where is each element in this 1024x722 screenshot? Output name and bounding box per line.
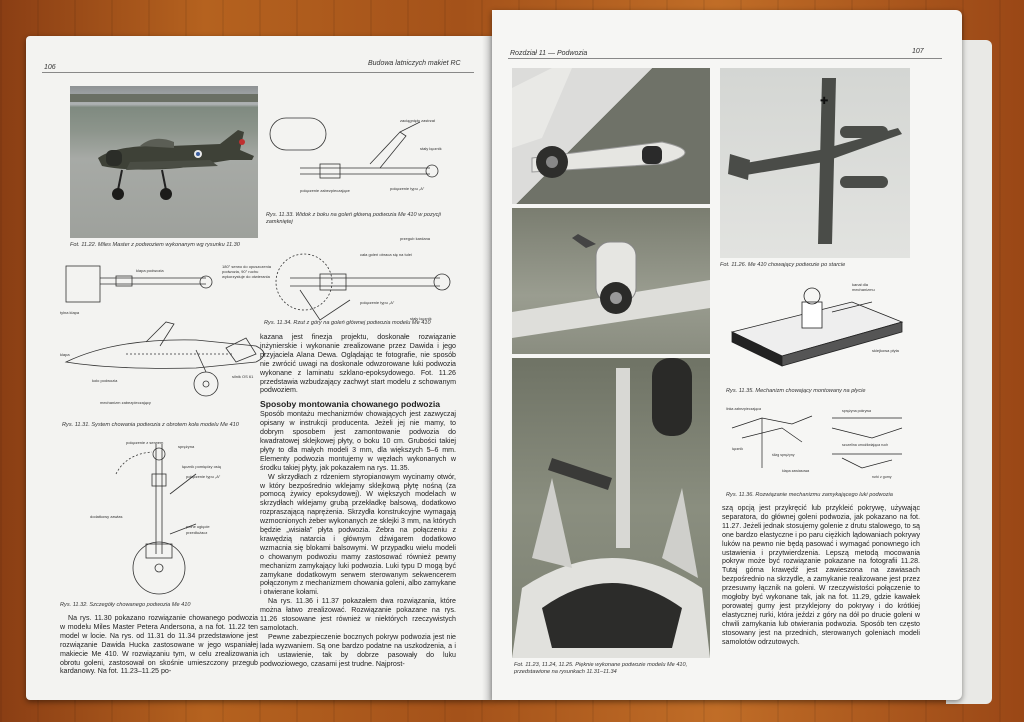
miles-master-photo bbox=[70, 86, 258, 238]
svg-text:połączenie zabezpieczające: połączenie zabezpieczające bbox=[300, 188, 350, 193]
svg-text:cała goleń obraca się na tulei: cała goleń obraca się na tulei bbox=[360, 252, 412, 257]
svg-text:180° serwo do opuszczenia: 180° serwo do opuszczenia bbox=[222, 264, 271, 269]
svg-text:rurki z gumy: rurki z gumy bbox=[872, 475, 892, 479]
svg-text:silnik OS 61: silnik OS 61 bbox=[232, 374, 254, 379]
retract-system-diagram-11-31 bbox=[56, 258, 276, 418]
svg-text:łącznik: łącznik bbox=[732, 447, 743, 451]
svg-text:linka zabezpieczająca: linka zabezpieczająca bbox=[726, 407, 761, 411]
caption-fig-11-35: Rys. 11.35. Mechanizm chowający montowany na płycie bbox=[726, 388, 866, 394]
caption-fig-11-22: Fot. 11.22. Miles Master z podwoziem wykonanym wg rysunku 11.30 bbox=[70, 242, 240, 248]
svg-text:ślizg sprężyny: ślizg sprężyny bbox=[772, 453, 795, 457]
svg-text:✚: ✚ bbox=[820, 96, 829, 107]
paragraph: Pewne zabezpieczenie bocznych pokryw podwozia jest nie lada wyzwaniem. Są one bardzo podatne na uszkodzenia, a i ich ustawienie, tak by dobrze pasowały do luku podwoziowego, czasami jest trudne. Najprost- bbox=[260, 632, 456, 668]
left-running-header: Budowa latniczych makiet RC bbox=[368, 60, 461, 67]
caption-fig-11-34: Rys. 11.34. Rzut z góry na goleń głównej podwozia modelu Me 410 bbox=[264, 320, 431, 326]
svg-text:koło podwozia: koło podwozia bbox=[92, 378, 118, 383]
svg-text:połączenie typu „A”: połączenie typu „A” bbox=[390, 186, 425, 191]
paragraph: W skrzydłach z rdzeniem styropianowym wycinamy otwór, w który bezpośrednio wklejamy sklejkową płytę nośną (za pomocą żywicy epoksydowej). W większych modelach w skrzydłach wklejamy grubą przekładkę balsową, dodatkowo rozpraszającą naprężenia. Skrzydła konstrukcyjne wymagają wzmocnionych żeber wykonanych ze sklejki 3 mm, na których będzie „wisiała” płyta podwozia. Żebra na połączeniu z krawędzią natarcia i głównym dźwigarem dodatkowo wzmacnia się blokami balsowymi. W przypadku wielu modeli o chowanym podwoziu mamy zastosować również pewny mechanizm zamykający luki podwozia. Luki typu D mogą być zamykane dodatkowym serwem sterowanym sekwencerem połączonym z mechanizmem chowania goleni, albo zamykane i otwierane kołami. bbox=[260, 472, 456, 597]
svg-text:pełne ugięcie: pełne ugięcie bbox=[186, 524, 210, 529]
right-column-body bbox=[260, 333, 456, 669]
right-page-number: 107 bbox=[912, 48, 924, 55]
svg-text:przedłużacz: przedłużacz bbox=[186, 530, 208, 535]
svg-text:szczelina umożliwiająca ruch: szczelina umożliwiająca ruch bbox=[842, 443, 889, 447]
svg-text:stały łącznik: stały łącznik bbox=[410, 316, 432, 321]
svg-text:kanał dla: kanał dla bbox=[852, 282, 869, 287]
miles-master-plane-image bbox=[70, 86, 258, 238]
svg-text:przegub kardana: przegub kardana bbox=[400, 236, 431, 241]
svg-text:sklejkowa płyta: sklejkowa płyta bbox=[872, 348, 899, 353]
caption-fig-11-33: Rys. 11.33. Widok z boku na goleń główną podwozia Me 410 w pozycji zamkniętej bbox=[266, 212, 441, 225]
svg-text:klapa: klapa bbox=[60, 352, 70, 357]
me410-takeoff-photo bbox=[720, 68, 910, 258]
gear-bay-image bbox=[512, 358, 710, 658]
paragraph: szą opcją jest przykręcić lub przykleić pokrywę, używając separatora, do głównej goleni podwozia, jak pokazano na fot. 11.27. Jeżeli jednak stosujemy golenie z drutu stalowego, to są one bardzo elastyczne i po paru ciężkich lądowaniach pokrywy luków na pewno nie będą pasować i wymagać ponownego ich ustawienia i przytwierdzenia. Lepszą metodą mocowania pokryw może być rozwiązanie pokazane na fotografii 11.28. Tutaj górna krawędź jest zawieszona na zawiasach bezpośrednio na skrzydle, a zamykanie realizowane jest przez przesuwny łącznik na goleni. W rzeczywistości połączenie to mogłoby być wykonane tak, jak na fot. 11.29, gdzie kawałek porowatej gumy jest przyklejony do pokrywy i do krótkiej elastycznej rurki, która jeździ z góry na dół po drucie goleni w chwili zamykania lub otwierania podwozia. Sposób ten często stosowany jest na przednich, sterowanych goleniach modeli samolotów odrzutowych. bbox=[722, 504, 920, 646]
paragraph: Sposób montażu mechanizmów chowających jest zazwyczaj opisany w instrukcji producenta. Jeżeli jej nie mamy, to dobrym sposobem jest zamontowanie podwozia do kwadratowej sklejkowej płyty, o boku 10 cm. Grubości takiej płyty to dla małych modeli 3 mm, dla większych 5–6 mm. Elementy podwozia montujemy w węzłach wykonanych w środku takiej płyty, jak pokazałem na rys. 11.35. bbox=[260, 410, 456, 472]
me410-main-gear-photo bbox=[512, 358, 710, 658]
svg-text:połączenie typu „A”: połączenie typu „A” bbox=[186, 474, 221, 479]
svg-text:podwozia, 90° ruchu: podwozia, 90° ruchu bbox=[222, 269, 259, 274]
gear-front-image bbox=[512, 208, 710, 354]
svg-text:mechanizm zabezpieczający: mechanizm zabezpieczający bbox=[100, 400, 151, 405]
svg-text:wykorzystuje do otwierania: wykorzystuje do otwierania bbox=[222, 274, 270, 279]
header-rule bbox=[508, 58, 942, 59]
svg-text:klapa zawiasowa: klapa zawiasowa bbox=[782, 469, 810, 473]
side-view-diagram-11-33 bbox=[260, 92, 460, 212]
retract-detail-diagram-11-32 bbox=[86, 434, 266, 600]
top-view-diagram-11-34 bbox=[260, 230, 470, 326]
hatch-closing-diagram-11-36 bbox=[722, 398, 918, 488]
paragraph: Na rys. 11.36 i 11.37 pokazałem dwa rozwiązania, które można łatwo zrealizować. Rozwiązanie pokazane na rys. 11.26 stosowane jest również w niektórych rzeczywistych samolotach. bbox=[260, 597, 456, 632]
svg-text:mechanizmu: mechanizmu bbox=[852, 287, 875, 292]
paragraph: Na rys. 11.30 pokazano rozwiązanie chowanego podwozia w modelu Miles Master Petera Andersona, a na fot. 11.22 ten model w locie. Na rys. od 11.31 do 11.34 przedstawione jest rozwiązanie Dawida Hucka zastosowane w jego wspaniałej makiecie Me 410. W rozwiązaniu tym, w celu zrealizowania obrotu goleni, zastosował on skośnie umieszczony przegub kardanowy. Na fot. 11.23–11.25 po- bbox=[60, 614, 258, 676]
svg-text:stały łącznik: stały łącznik bbox=[420, 146, 442, 151]
caption-fig-11-31: Rys. 11.31. System chowania podwozia z obrotem koła modelu Me 410 bbox=[62, 422, 239, 428]
left-column-body bbox=[60, 614, 258, 676]
svg-text:łącznik pomiędzy osią: łącznik pomiędzy osią bbox=[182, 464, 221, 469]
svg-text:połączenie typu „A”: połączenie typu „A” bbox=[360, 300, 395, 305]
nacelle-image bbox=[512, 68, 710, 204]
svg-text:dodatkowy zawias: dodatkowy zawias bbox=[90, 514, 123, 519]
right-running-header: Rozdział 11 — Podwozia bbox=[510, 50, 588, 57]
section-title: Sposoby montowania chowanego podwozia bbox=[260, 399, 440, 410]
me410-nose-gear-photo bbox=[512, 208, 710, 354]
caption-fig-11-32: Rys. 11.32. Szczegóły chowanego podwozia Me 410 bbox=[60, 602, 191, 608]
caption-fig-11-23-to-25: Fot. 11.23, 11.24, 11.25. Pięknie wykonane podwozie modelu Me 410, przedstawione na rysunkach 11.31–11.34 bbox=[514, 662, 688, 675]
svg-text:sprężyna: sprężyna bbox=[178, 444, 195, 449]
me410-flight-image bbox=[720, 68, 910, 258]
svg-text:sprężyna pokrywa: sprężyna pokrywa bbox=[842, 409, 871, 413]
left-page-number: 106 bbox=[44, 64, 56, 71]
plate-mechanism-diagram-11-35 bbox=[722, 272, 918, 386]
me410-underside-photo bbox=[512, 68, 710, 204]
right-page bbox=[492, 10, 962, 700]
svg-text:zaciągnięty zastrzał: zaciągnięty zastrzał bbox=[400, 118, 435, 123]
paragraph: kazana jest finezja projektu, doskonałe rozwiązanie inżynierskie i wykonanie zrealizowane przez Dawida i jego przyjaciela Alana Dewa. Oglądając te fotografie, nie sposób nie zwrócić uwagi na doskonale odwzorowane luki podwozia wykonane z laminatu szklano-epoksydowego. Fot. 11.26 przedstawia wzbudzający zachwyt start modelu z schowanym podwoziem. bbox=[260, 333, 456, 395]
caption-fig-11-36: Rys. 11.36. Rozwiązanie mechanizmu zamykającego luki podwozia bbox=[726, 492, 893, 498]
open-book bbox=[26, 10, 994, 706]
svg-text:połączenie z serwem: połączenie z serwem bbox=[126, 440, 164, 445]
header-rule bbox=[42, 72, 474, 73]
right-page-body bbox=[722, 504, 920, 647]
svg-text:tylna klapa: tylna klapa bbox=[60, 310, 80, 315]
svg-text:klapa podwozia: klapa podwozia bbox=[136, 268, 164, 273]
caption-fig-11-26: Fot. 11.26. Me 410 chowający podwozie po starcie bbox=[720, 262, 846, 268]
left-page bbox=[26, 36, 492, 700]
